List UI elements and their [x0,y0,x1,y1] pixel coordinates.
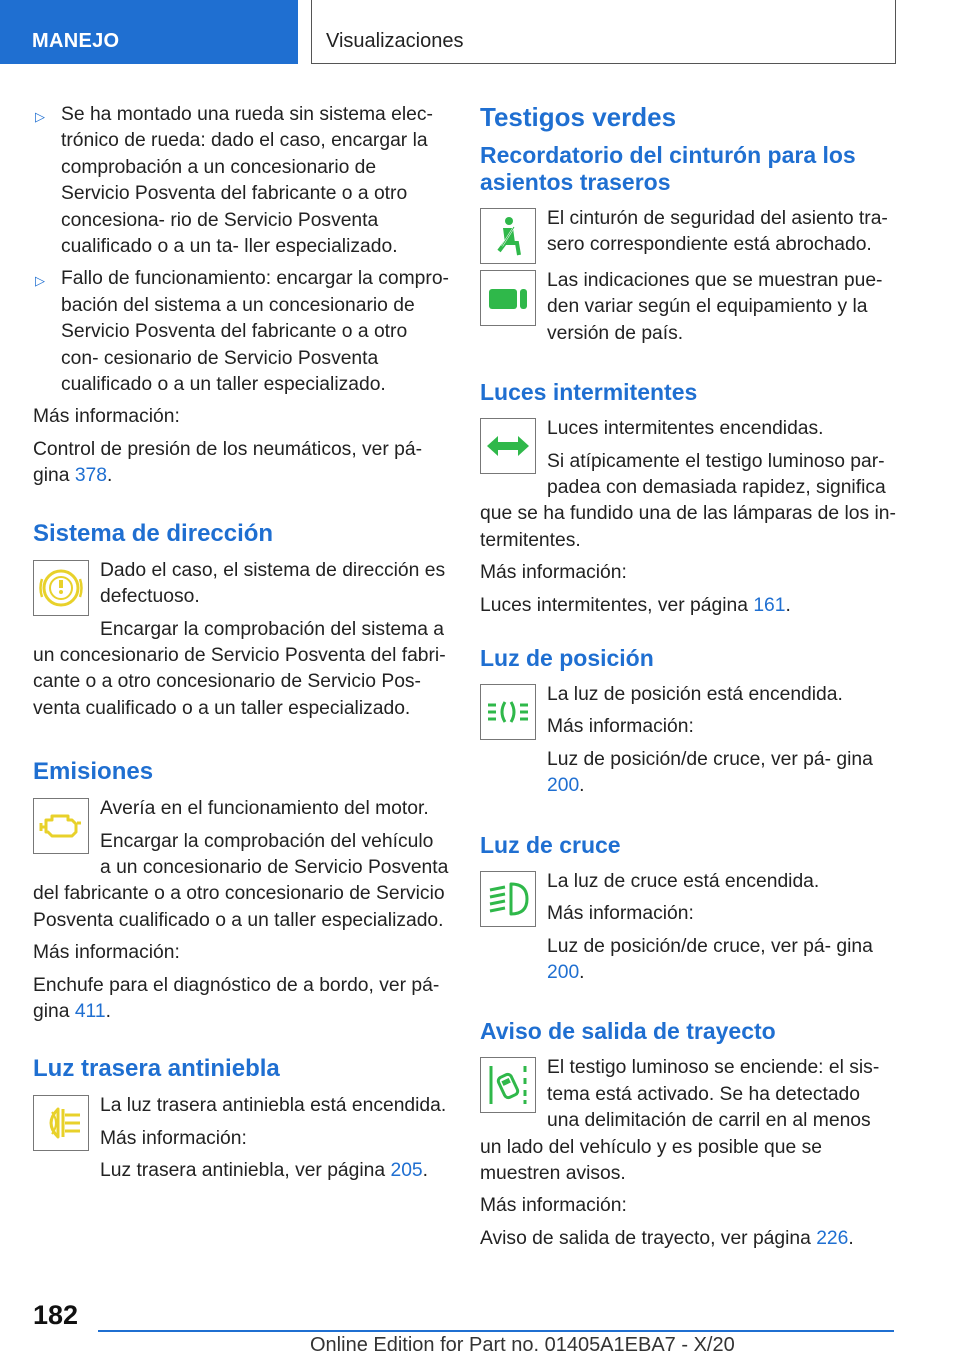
chapter-title: Visualizaciones [326,30,464,52]
triangle-bullet-icon: ▷ [35,109,45,124]
page-number: 182 [33,1300,79,1330]
list-item: ▷ Fallo de funcionamiento: encargar la compro- bación del sistema a un concesionario de Servicio Posventa del fabricante o a otro con- cesionario de Servicio Posventa cualificado o a un taller especializado. [35,268,449,396]
seatbelt-icon [480,208,536,264]
rear-fog-reference: Luz trasera antiniebla, ver página 205. [100,1160,429,1182]
turn-signals-heading: Luces intermitentes [480,379,698,406]
steering-heading: Sistema de dirección [33,519,274,547]
seatbelt-block: El cinturón de seguridad del asiento tra- sero correspondiente está abrochado. [480,206,896,268]
rear-seat-indicator-icon [480,270,536,326]
page-link-161[interactable]: 161 [753,594,786,616]
page-link-411[interactable]: 411 [74,1000,106,1022]
turn-signals-block: Luces intermitentes encendidas. Si atípicamente el testigo luminoso par- padea con demasiada rapidez, significa que se ha fundido una de las lámparas de los in- termitentes. [480,418,896,551]
section-title: MANEJO [32,30,120,52]
low-beam-heading: Luz de cruce [480,831,621,858]
right-column: Testigos verdes Recordatorio del cinturón para los asientos traseros El cinturón de seguridad del asiento tra- sero correspondiente está abrochado. Las indicaciones que se muestran pue- den variar según el equipamiento y la versión de país. Luces intermitentes Luces intermitentes encendidas. Si atípicamente el testigo luminoso par- padea con demasiada rapidez, significa que se ha fundido una de las lámparas de los in- termitentes. Más información: Luces intermitentes, ver página 161. Luz de posición La luz de posición está encendida. Más información: Luz de posición/de cruce, ver pá- gina 200. Luz de cruce La luz de cruce está encendida. Más información: Luz de posición/de cruce, ver pá- gina 200. Aviso de salida de trayecto El testigo luminoso se enciende: el sis- tema está activado. Se ha detectado una delimitación de carril en al menos un lado del vehículo y es posible que se muestren avisos. Más información: Aviso de salida de trayecto, ver página 226. [480,102,896,1258]
lane-departure-heading: Aviso de salida de trayecto [480,1018,776,1045]
page-link-205[interactable]: 205 [390,1160,423,1182]
section-tab [0,0,298,64]
lane-departure-reference: Aviso de salida de trayecto, ver página 226. [480,1227,854,1249]
steering-block: Dado el caso, el sistema de dirección es defectuoso. Encargar la comprobación del sistema a un concesionario de Servicio Posventa del fabri- cante o a otro concesionario de Servicio Pos- venta cualificado o a un taller especializado. [33,559,446,719]
emissions-block: Avería en el funcionamiento del motor. Encargar la comprobación del vehículo a un concesionario de Servicio Posventa del fabricante o a otro concesionario de Servicio Posventa cualificado o a un taller especializado. [33,798,449,931]
footer-divider [98,1330,894,1332]
position-light-icon [480,684,536,740]
rear-fog-heading: Luz trasera antiniebla [33,1055,280,1083]
tire-pressure-reference: Control de presión de los neumáticos, ver pá- gina 378. [33,438,423,487]
page-link-226[interactable]: 226 [816,1227,849,1249]
turn-signals-reference: Luces intermitentes, ver página 161. [480,594,791,616]
emissions-heading: Emisiones [33,758,154,786]
more-info-label: Más información: [33,406,180,428]
low-beam-icon [480,871,536,927]
turn-signal-arrows-icon [480,418,536,474]
page-link-378[interactable]: 378 [74,465,107,487]
position-light-heading: Luz de posición [480,645,654,672]
seatbelt-heading: Recordatorio del cinturón para los asientos traseros [480,142,856,195]
rear-fog-block: La luz trasera antiniebla está encendida. Más información: Luz trasera antiniebla, ver página 205. [33,1093,449,1190]
steering-warning-icon [33,560,89,616]
obd-reference: Enchufe para el diagnóstico de a bordo, ver pá- gina 411. [33,974,440,1022]
edition-note: Online Edition for Part no. 01405A1EBA7 - X/20 [310,1334,735,1356]
rear-fog-light-icon [33,1095,89,1151]
page-link-200[interactable]: 200 [547,961,580,983]
green-indicators-heading: Testigos verdes [480,102,677,132]
position-light-block: La luz de posición está encendida. Más información: Luz de posición/de cruce, ver pá- gina 200. [480,682,896,806]
lane-departure-icon [480,1057,536,1113]
chapter-header [311,0,896,64]
lane-departure-block: El testigo luminoso se enciende: el sis- tema está activado. Se ha detectado una delimitación de carril en al menos un lado del vehículo y es posible que se muestren avisos. [480,1057,880,1184]
engine-icon [33,798,89,854]
low-beam-block: La luz de cruce está encendida. Más información: Luz de posición/de cruce, ver pá- gina 200. [480,869,896,993]
seatbelt-variant-block: Las indicaciones que se muestran pue- den variar según el equipamiento y la versión de país. [480,268,896,353]
position-light-reference: Luz de posición/de cruce, ver pá- gina 200. [547,748,873,797]
triangle-bullet-icon: ▷ [35,273,45,289]
low-beam-reference: Luz de posición/de cruce, ver pá- gina 200. [547,935,873,983]
page-link-200[interactable]: 200 [547,775,580,797]
left-column: ▷ Se ha montado una rueda sin sistema elec- trónico de rueda: dado el caso, encargar la comprobación a un concesionario de Servicio Posventa del fabricante o a otro concesiona- rio de Servicio Posventa cualificado o a un ta- ller especializado. ▷ Fallo de funcionamiento: encargar la compro- bación del sistema a un concesionario de Servicio Posventa del fabricante o a otro con- cesionario de Servicio Posventa cualificado o a un taller especializado. Más información: Control de presión de los neumáticos, ver pá- gina 378. Sistema de dirección Dado el caso, el sistema de dirección es defectuoso. Encargar la comprobación del sistema a un concesionario de Servicio Posventa del fabri- cante o a otro concesionario de Servicio Pos- venta cualificado o a un taller especializado. Emisiones Avería en el funcionamiento del motor. Encargar la comprobación del vehículo a un concesionario de Servicio Posventa del fabricante o a otro concesionario de Servicio Posventa cualificado o a un taller especializado. Más información: Enchufe para el diagnóstico de a bordo, ver pá- gina 411. Luz trasera antiniebla La luz trasera antiniebla está encendida. Más información: Luz trasera antiniebla, ver página 205. [33,102,449,1191]
list-item: ▷ Se ha montado una rueda sin sistema elec- trónico de rueda: dado el caso, encargar la comprobación a un concesionario de Servicio Posventa del fabricante o a otro concesiona- rio de Servicio Posventa cualificado o a un ta- ller especializado. [35,104,433,258]
